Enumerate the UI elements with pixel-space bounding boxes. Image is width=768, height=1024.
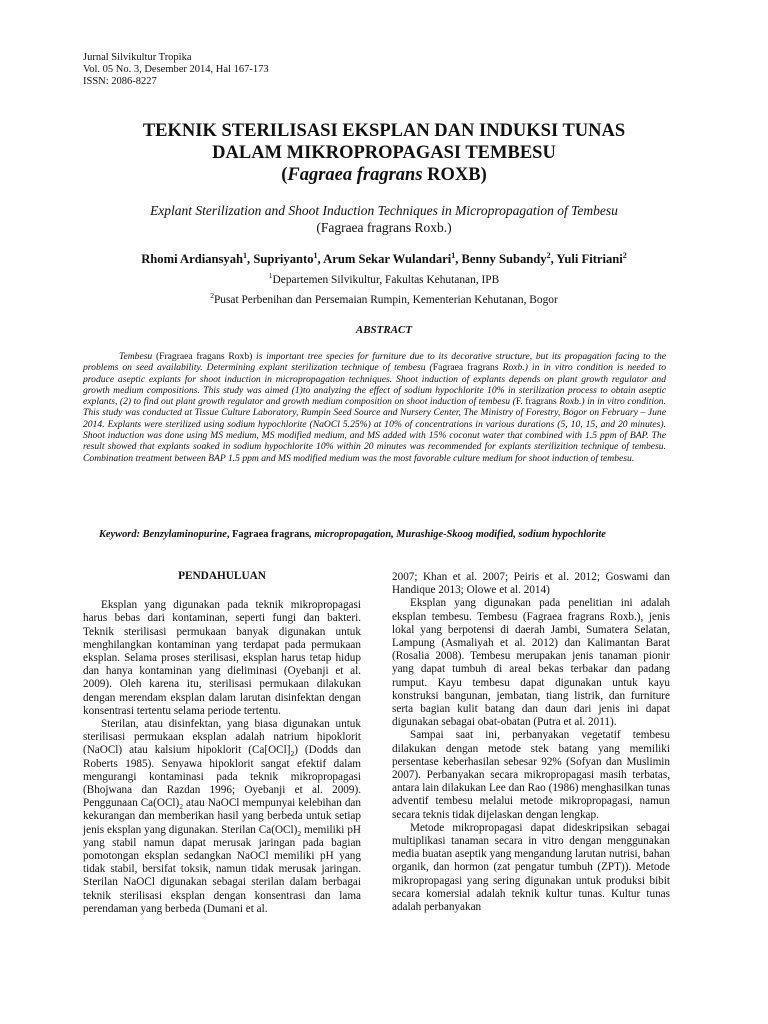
english-title [60, 202, 708, 236]
abstract-heading: ABSTRACT [355, 324, 413, 336]
body-paragraph: Metode mikropropagasi dapat dideskripsikan sebagai multiplikasi tanaman secara in vitro dengan menggunakan media buatan aseptik yang mengandung larutan nutrisi, bahan organik, dan hormon (zat pengatur tumbuh (ZPT)). Metode mikropropagasi yang sering digunakan untuk produksi bibit secara komersial adalah teknik kultur tunas. Kultur tunas adalah perbanyakan [392, 821, 670, 914]
affiliations [60, 268, 708, 308]
body-paragraph: 2007; Khan et al. 2007; Peiris et al. 2012; Goswami dan Handique 2013; Olowe et al. 2014) [392, 571, 670, 597]
english-title-line-2: (Fagraea fragrans Roxb.) [316, 220, 452, 235]
journal-header [83, 52, 269, 88]
journal-issn: ISSN: 2086-8227 [83, 76, 157, 87]
paper-title [60, 120, 708, 186]
right-column [392, 571, 670, 914]
body-paragraph: Eksplan yang digunakan pada teknik mikropropagasi harus bebas dari kontaminan, seperti fungi dan bakteri. Teknik sterilisasi permukaan banyak digunakan untuk menghilangkan kontaminan yang terdapat pada permukaan eksplan. Selama proses sterilisasi, eksplan harus tetap hidup dan hanya kontaminan yang dieliminasi (Oyebanji et al. 2009). Oleh karena itu, sterilisasi permukaan dilakukan dengan merendam eksplan dalam larutan disinfektan dengan konsentrasi tertentu selama periode tertentu. [83, 599, 361, 717]
title-paren: ( [281, 165, 288, 185]
title-author-abbrev: ROXB) [422, 165, 487, 185]
author: Yuli Fitriani$^2$ [556, 251, 627, 267]
english-title-line-1: Explant Sterilization and Shoot Induction Techniques in Micropropagation of Tembesu [150, 203, 618, 218]
title-line-2: DALAM MIKROPROPAGASI TEMBESU [212, 143, 556, 163]
affiliation-2: $^2$Pusat Perbenihan dan Persemaian Rumpin, Kementerian Kehutanan, Bogor [210, 290, 558, 306]
body-paragraph: Sterilan, atau disinfektan, yang biasa digunakan untuk sterilisasi permukaan eksplan adalah natrium hipoklorit (NaOCl) atau kalsium hipoklorit $(Ca[OCl]_2)$ (Dodds dan Roberts 1985). Senyawa hipoklorit sangat efektif dalam mengurangi kontaminasi pada teknik mikropropagasi (Bhojwana dan Razdan 1996; Oyebanji et al. 2009). Penggunaan $Ca(OCl)_2$ atau NaOCl mempunyai kelebihan dan kekurangan dan memberikan hasil yang berbeda untuk setiap jenis eksplan yang digunakan. Sterilan $Ca(OCl)_2$ memiliki pH yang stabil namun dapat merusak jaringan pada bagian pomotongan eksplan sedangkan NaOCl memiliki pH yang tidak stabil, bersifat toksik, namun tidak merusak jaringan. Sterilan NaOCl digunakan sebagai sterilan dalam berbagai teknik sterilisasi eksplan dengan konsentrasi dan lama perendaman yang berbeda (Dumani et al. [83, 718, 361, 915]
abstract-body [83, 351, 666, 464]
author: Benny Subandy$^2$, [461, 251, 557, 267]
author: Supriyanto$^1$, [253, 251, 324, 267]
body-paragraph: Eksplan yang digunakan pada penelitian ini adalah eksplan tembesu. Tembesu (Fagraea fragrans Roxb.), jenis lokal yang berpotensi di daerah Jambi, Sumatera Selatan, Lampung (Asmaliyah et al. 2012) dan Kalimantan Barat (Rosalia 2008). Tembesu merupakan jenis tanaman pionir yang dapat tumbuh di areal bekas terbakar dan padang rumput. Kayu tembesu dapat digunakan untuk kayu konstruksi bangunan, jembatan, tiang listrik, dan furniture serta bagian kulit batang dan daun dari jenis ini dapat digunakan sebagai obat-obatan (Putra et al. 2011). [392, 597, 670, 729]
title-species: Fagraea fragrans [287, 165, 423, 185]
affiliation-1: $^1$Departemen Silvikultur, Fakultas Kehutanan, IPB [268, 271, 500, 286]
journal-volume: Vol. 05 No. 3, Desember 2014, Hal 167-173 [83, 64, 269, 75]
title-line-1: TEKNIK STERILISASI EKSPLAN DAN INDUKSI TUNAS [142, 121, 626, 141]
author-list [60, 248, 708, 267]
author: Arum Sekar Wulandari$^1$, [323, 251, 462, 267]
journal-name: Jurnal Silvikultur Tropika [83, 52, 192, 63]
body-paragraph: Sampai saat ini, perbanyakan vegetatif tembesu dilakukan dengan metode stek batang yang memiliki persentase keberhasilan sebesar 92% (Sofyan dan Muslimin 2007). Perbanyakan secara mikropropagasi masih terbatas, antara lain dilakukan Lee dan Rao (1986) menghasilkan tunas adventif tembesu melalui metode mikropropagasi, namun secara teknis tidak dijelaskan dengan lengkap. [392, 729, 670, 821]
author: Rhomi Ardiansyah$^1$, [141, 251, 254, 267]
title-line-3 [60, 164, 708, 186]
abstract-paragraph: Tembesu (Fragraea fragans Roxb) is important tree species for furniture due to its decorative structure, but its propagation facing to the problems on seed availability. Determining explant sterilization technique of tembesu (Fagraea fragrans Roxb.) in in vitro condition is needed to produce aseptic explants for shoot induction in micropropagation techniques. Shoot induction of explants depends on plant growth regulator and growth medium compositions. This study was aimed (1)to analyzing the effect of sodium hypochlorite 10% in sterilization process to obtain aseptic explants, (2) to find out plant growth regulator and growth medium composition on shoot induction of tembesu (F. fragrans Roxb.) in in vitro condition. This study was conducted at Tissue Culture Laboratory, Rumpin Seed Source and Nursery Center, The Ministry of Forestry, Bogor on February – June 2014. Explants were sterilized using sodium hypochlorite (NaOCl 5.25%) at 10% of concentrations in various durations (5, 10, 15, and 20 minutes). Shoot induction was done using MS medium, MS modified medium, and MS added with 15% coconut water that combined with 1.5 ppm of BAP. The result showed that explants soaked in sodium hypochlorite 10% within 20 minutes was recommended for explants sterilizition technique of tembesu. Combination treatment between BAP 1.5 ppm and MS modified medium was the most favorable culture medium for shoot induction of tembesu. [83, 351, 666, 464]
left-column [83, 570, 361, 916]
keywords: Keyword: Benzylaminopurine, Fagraea fragrans, micropropagation, Murashige-Skoog modified, sodium hypochlorite [99, 529, 606, 540]
section-heading-pendahuluan: PENDAHULUAN [178, 570, 266, 582]
